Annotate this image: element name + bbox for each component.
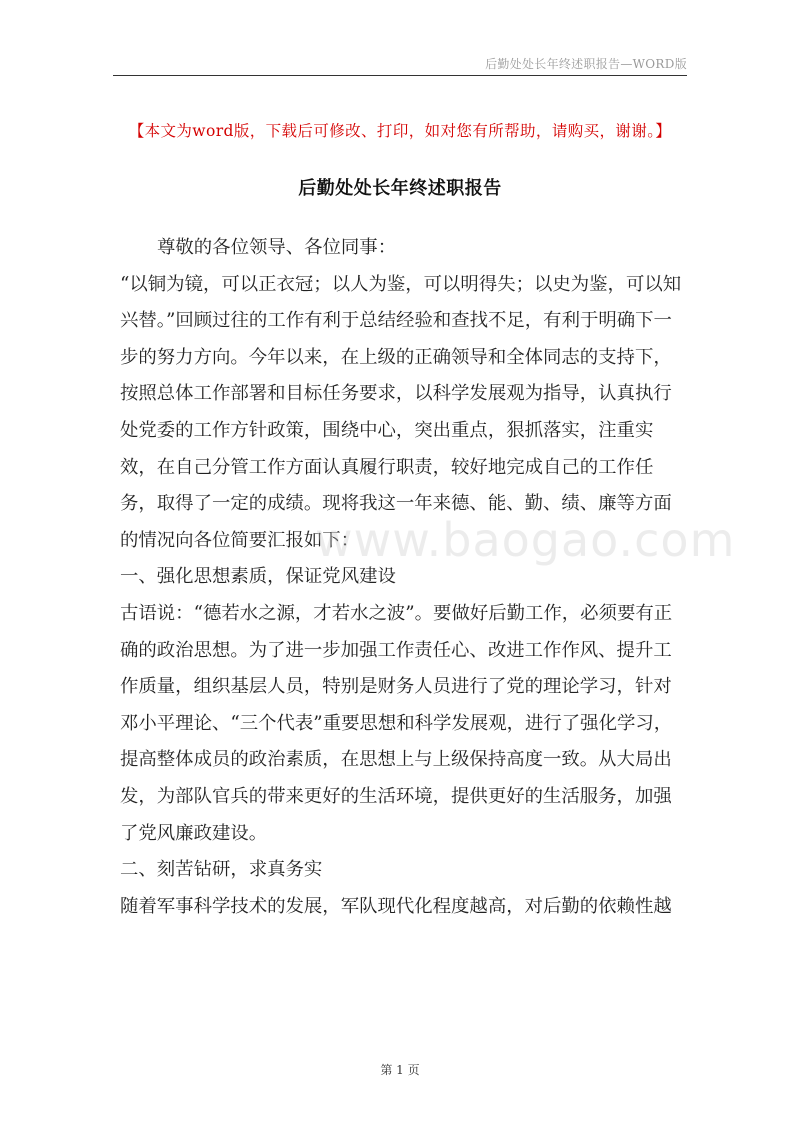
greeting: 尊敬的各位领导、各位同事：: [157, 237, 397, 258]
document-title: 后勤处处长年终述职报告: [298, 178, 502, 199]
download-notice: 【本文为word版，下载后可修改、打印，如对您有所帮助，请购买，谢谢。】: [128, 122, 672, 140]
section-heading-1: 一、强化思想素质，保证党风建设: [120, 566, 396, 588]
running-header: 后勤处处长年终述职报告—WORD版: [485, 57, 687, 71]
header-divider: [113, 75, 687, 76]
watermark: www.baogao.com: [315, 513, 736, 567]
page-number: 第 1 页: [380, 1063, 420, 1077]
paragraph-intro: “以铜为镜，可以正衣冠；以人为鉴，可以明得失；以史为鉴，可以知兴替。”回顾过往的工作有利于总结经验和查找不足，有利于明确下一步的努力方向。今年以来，在上级的正确领导和全体同志的支持下，按照总体工作部署和目标任务要求，以科学发展观为指导，认真执行处党委的工作方针政策，围绕中心，突出重点，狠抓落实，注重实效，在自己分管工作方面认真履行职责，较好地完成自己的工作任务，取得了一定的成绩。现将我这一年来德、能、勤、绩、廉等方面的情况向各位简要汇报如下：: [120, 273, 682, 551]
section-heading-2: 二、刻苦钻研，求真务实: [120, 859, 323, 881]
document-body: [120, 230, 682, 925]
paragraph-section-2: 随着军事科学技术的发展，军队现代化程度越高，对后勤的依赖性越: [120, 895, 672, 917]
paragraph-section-1: 古语说：“德若水之源，才若水之波”。要做好后勤工作，必须要有正确的政治思想。为了进一步加强工作责任心、改进工作作风、提升工作质量，组织基层人员，特别是财务人员进行了党的理论学习，针对邓小平理论、“三个代表”重要思想和科学发展观，进行了强化学习，提高整体成员的政治素质，在思想上与上级保持高度一致。从大局出发，为部队官兵的带来更好的生活环境，提供更好的生活服务，加强了党风廉政建设。: [120, 602, 673, 844]
